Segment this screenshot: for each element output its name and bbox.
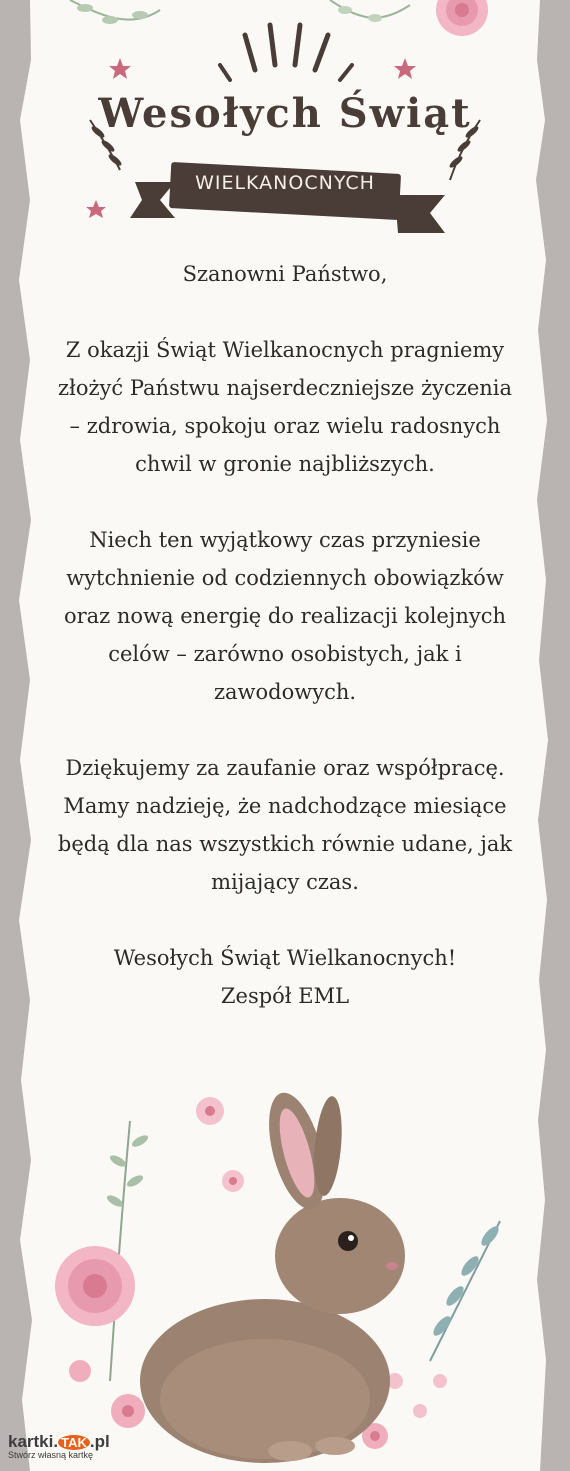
paragraph-3-line: będą dla nas wszystkich równie udane, jak (57, 832, 513, 856)
bunny-head (275, 1198, 405, 1314)
kartki-logo[interactable] (8, 1432, 110, 1460)
paragraph-2-line: celów – zarówno osobistych, jak i (108, 642, 462, 666)
paragraph-3-line: Mamy nadzieję, że nadchodzące miesiące (63, 794, 507, 818)
bunny-eye (338, 1231, 358, 1251)
signature: Zespół EML (220, 984, 350, 1008)
greeting-text (40, 255, 530, 1015)
title-block (80, 20, 490, 250)
paragraph-2-line: Niech ten wyjątkowy czas przyniesie (89, 528, 481, 552)
paragraph-1-line: złożyć Państwu najserdeczniejsze życzenia (57, 376, 513, 400)
paragraph-3-line: Dziękujemy za zaufanie oraz współpracę. (65, 756, 505, 780)
logo-tagline: Stwórz własną kartkę (8, 1450, 94, 1460)
closing-line: Wesołych Świąt Wielkanocnych! (113, 946, 457, 970)
paragraph-2-line: oraz nową energię do realizacji kolejnych (63, 604, 507, 628)
salutation: Szanowni Państwo, (182, 262, 388, 286)
title-line: Wesołych Świąt (98, 90, 472, 137)
paragraph-3-line: mijający czas. (211, 870, 359, 894)
logo-brand: kartki. TAK .pl (8, 1432, 110, 1451)
paragraph-2-line: zawodowych. (213, 680, 357, 704)
paragraph-2-line: wytchnienie od codziennych obowiązków (66, 566, 504, 590)
paragraph-1-line: chwil w gronie najbliższych. (135, 452, 435, 476)
paragraph-1-line: Z okazji Świąt Wielkanocnych pragniemy (65, 338, 505, 362)
bunny-illustration (0, 1081, 570, 1471)
title-banner: WIELKANOCNYCH (195, 172, 375, 194)
paragraph-1-line: – zdrowia, spokoju oraz wielu radosnych (69, 414, 501, 438)
